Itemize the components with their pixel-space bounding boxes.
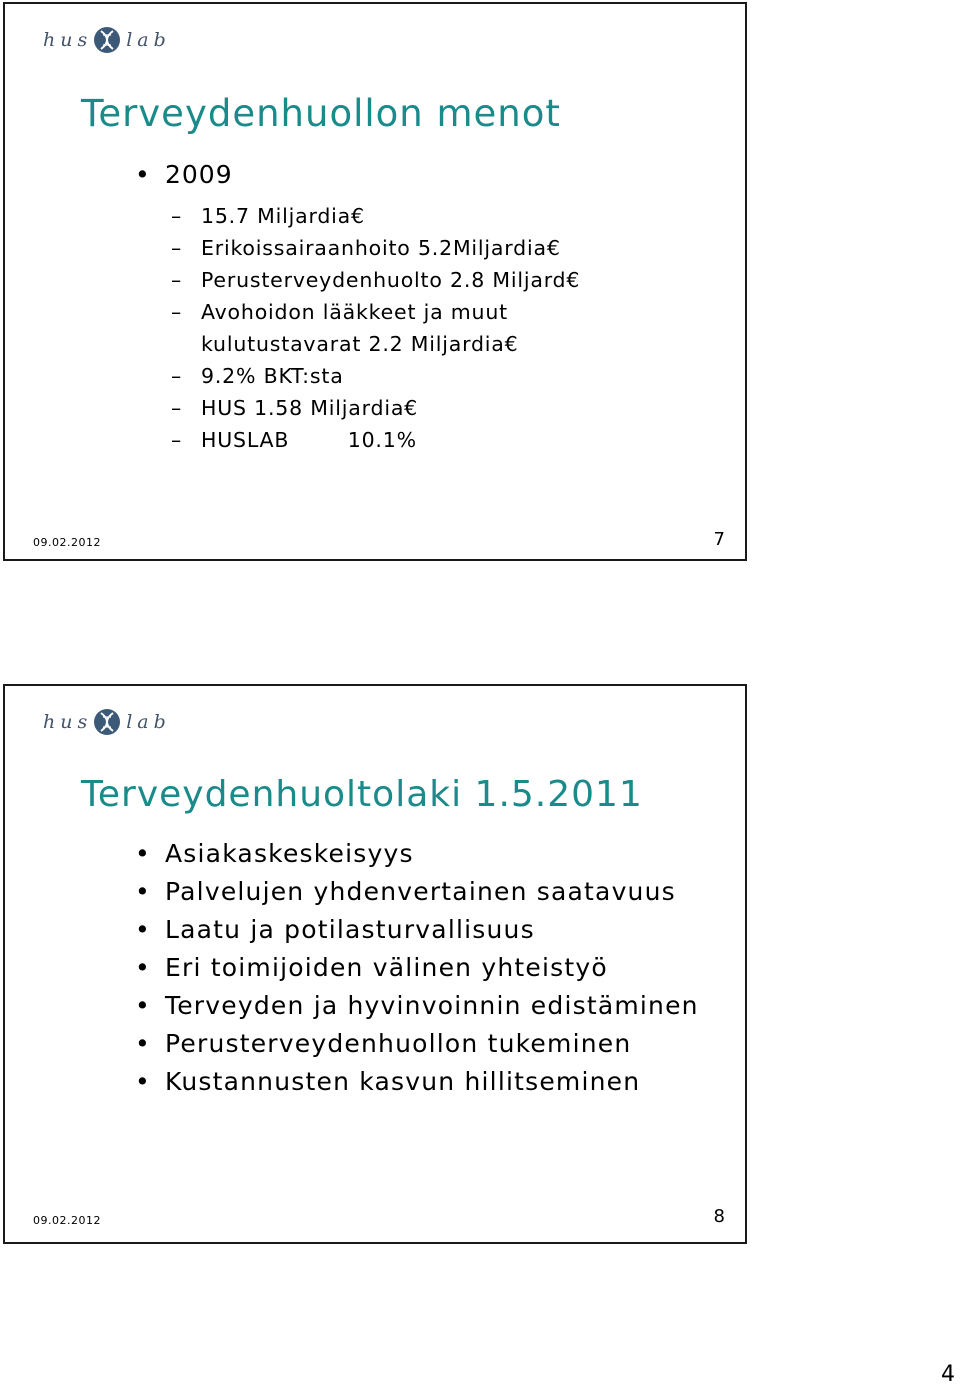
bullet-list [135, 159, 233, 196]
list-item: – HUS 1.58 Miljardia€ [171, 396, 419, 420]
list-item: • Laatu ja potilasturvallisuus [135, 915, 535, 944]
list-item: • Kustannusten kasvun hillitseminen [135, 1067, 641, 1096]
dna-logo-icon [92, 25, 122, 55]
slide-7 [3, 2, 747, 561]
dna-logo-icon [92, 707, 122, 737]
slide-title: Terveydenhuollon menot [81, 92, 561, 135]
slide-number: 7 [713, 529, 725, 550]
sub-bullet-list [171, 200, 580, 456]
list-item: • Perusterveydenhuollon tukeminen [135, 1029, 632, 1058]
list-item-continuation: kulutustavarat 2.2 Miljardia€ [201, 332, 519, 356]
list-item: – Perusterveydenhuolto 2.8 Miljard€ [171, 268, 581, 292]
list-item: – HUSLAB 10.1% [171, 428, 417, 452]
list-item: – 9.2% BKT:sta [171, 364, 344, 388]
list-item: – Erikoissairaanhoito 5.2Miljardia€ [171, 236, 561, 260]
bullet-list [135, 838, 735, 1104]
list-item: • Palvelujen yhdenvertainen saatavuus [135, 877, 676, 906]
slide-date: 09.02.2012 [33, 1214, 101, 1227]
slide-title: Terveydenhuoltolaki 1.5.2011 [81, 774, 643, 815]
huslab-logo: hus lab [43, 22, 171, 58]
list-item: • Terveyden ja hyvinvoinnin edistäminen [135, 991, 699, 1020]
slide-8 [3, 684, 747, 1244]
huslab-logo: hus lab [43, 704, 171, 740]
slide-date: 09.02.2012 [33, 536, 101, 549]
slide-number: 8 [713, 1206, 725, 1227]
list-item: • Eri toimijoiden välinen yhteistyö [135, 953, 608, 982]
list-item: • 2009 [135, 160, 233, 189]
page-number: 4 [941, 1362, 955, 1387]
list-item: – Avohoidon lääkkeet ja muut [171, 300, 508, 324]
list-item: – 15.7 Miljardia€ [171, 204, 365, 228]
list-item: • Asiakaskeskeisyys [135, 839, 414, 868]
